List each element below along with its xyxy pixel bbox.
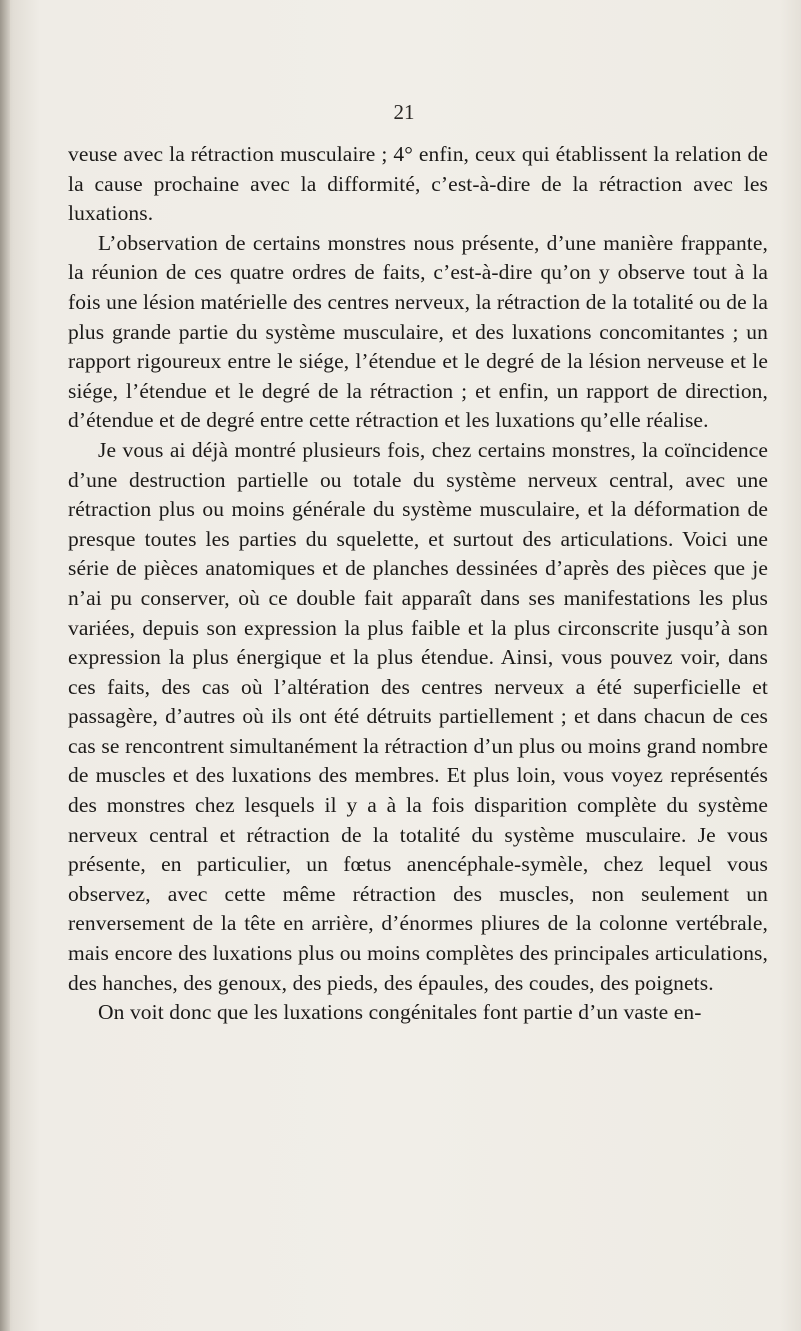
- paragraph-monstres: Je vous ai déjà montré plusieurs fois, chez certains monstres, la coïncidence d’une destruction partielle ou totale du système nerveux central, avec une rétraction plus ou moins générale du système musculaire, et la déformation de presque toutes les parties du squelette, et surtout des articulations. Voici une série de pièces anatomiques et de planches dessinées d’après des pièces que je n’ai pu conserver, où ce double fait apparaît dans ses manifestations les plus variées, depuis son expression la plus faible et la plus circonscrite jusqu’à son expression la plus énergique et la plus étendue. Ainsi, vous pouvez voir, dans ces faits, des cas où l’altération des centres nerveux a été superficielle et passagère, d’autres où ils ont été détruits partiellement ; et dans chacun de ces cas se rencontrent simultanément la rétraction d’un plus ou moins grand nombre de muscles et des luxations des membres. Et plus loin, vous voyez représentés des monstres chez lesquels il y a à la fois disparition complète du système nerveux central et rétraction de la totalité du système musculaire. Je vous présente, en particulier, un fœtus anencéphale-symèle, chez lequel vous observez, avec cette même rétraction des muscles, non seulement un renversement de la tête en arrière, d’énormes pliures de la colonne vertébrale, mais encore des luxations plus ou moins complètes des principales articulations, des hanches, des genoux, des pieds, des épaules, des coudes, des poignets.: [68, 437, 768, 995]
- paragraph-observation: L’observation de certains monstres nous présente, d’une manière frappante, la réunion de ces quatre ordres de faits, c’est-à-dire qu’on y observe tout à la fois une lésion matérielle des centres nerveux, la rétraction de la totalité ou de la plus grande partie du système musculaire, et des luxations concomitantes ; un rapport rigoureux entre le siége, l’étendue et le degré de la lésion nerveuse et le siége, l’étendue et le degré de la rétraction ; et enfin, un rapport de direction, d’étendue et de degré entre cette rétraction et les luxations qu’elle réalise.: [68, 230, 768, 433]
- page-number: 21: [393, 100, 415, 124]
- book-spine-edge: [0, 0, 10, 1331]
- paragraph-continuation: veuse avec la rétraction musculaire ; 4° enfin, ceux qui établissent la relation de la cause prochaine avec la difformité, c’est-à-dire de la rétraction avec les luxations.: [68, 142, 768, 226]
- body-text: [68, 140, 768, 1028]
- paragraph-conclusion: On voit donc que les luxations congénitales font partie d’un vaste en-: [98, 1000, 702, 1025]
